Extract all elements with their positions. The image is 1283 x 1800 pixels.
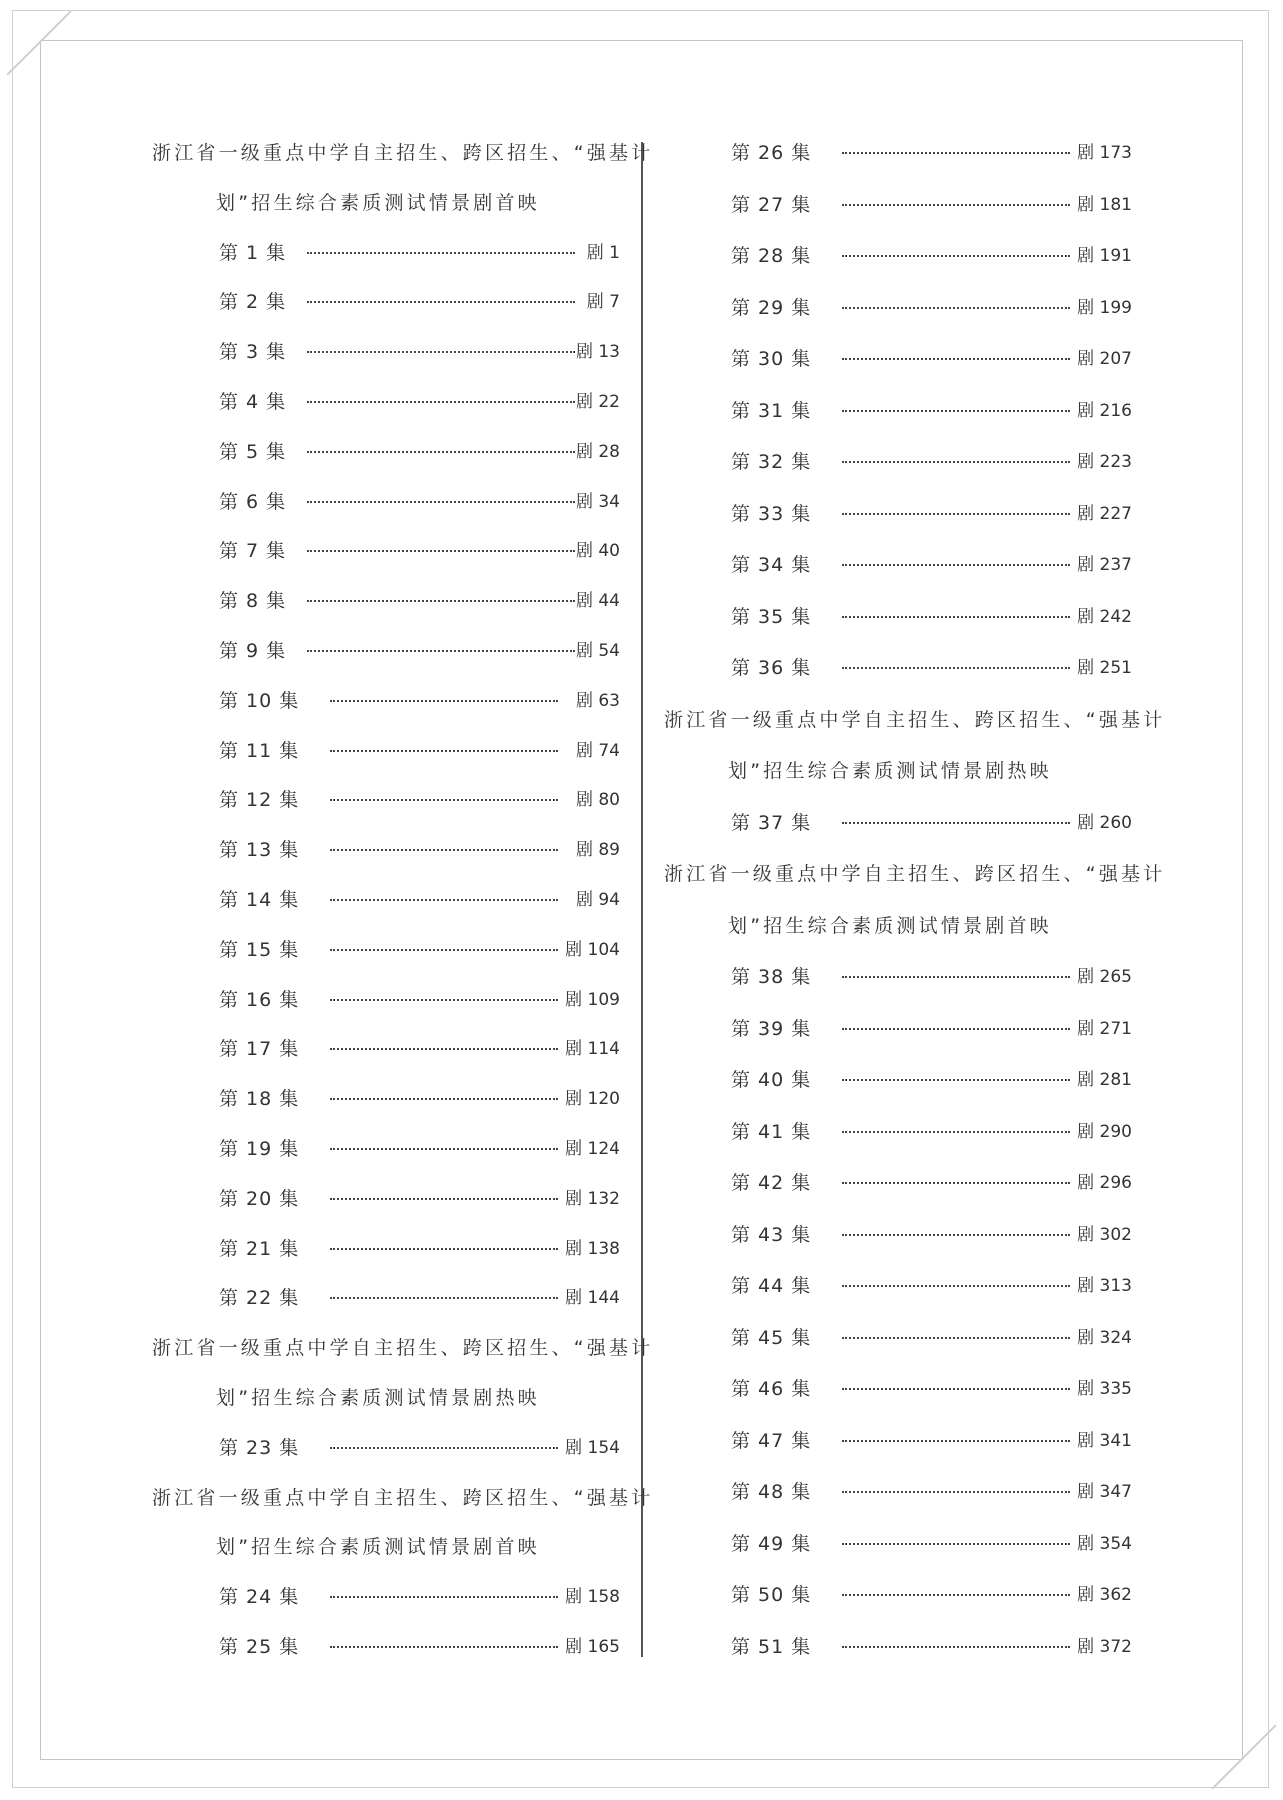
leader-dots [330,799,558,801]
leader-dots [330,1248,558,1250]
episode-label: 第 37 集 [731,811,812,834]
toc-entry[interactable] [219,885,620,915]
leader-dots [307,451,575,453]
page-number: 剧 63 [575,690,620,711]
page-number: 剧 335 [1077,1379,1132,1399]
toc-entry[interactable] [731,499,1132,529]
section-heading-line1: 浙江省一级重点中学自主招生、跨区招生、“强基计 [152,1337,654,1360]
leader-dots [842,410,1070,412]
episode-label: 第 7 集 [219,540,287,563]
page-number: 剧 362 [1077,1585,1132,1605]
toc-entry[interactable] [731,962,1132,992]
leader-dots [307,401,575,403]
leader-dots [842,1131,1070,1133]
episode-label: 第 43 集 [731,1223,812,1246]
page-number: 剧 227 [1077,503,1132,524]
toc-entry[interactable] [219,387,620,417]
page-number: 剧 22 [575,392,620,412]
page-number: 剧 271 [1077,1018,1132,1039]
episode-label: 第 8 集 [219,590,287,613]
leader-dots [330,999,558,1001]
toc-entry[interactable] [731,1529,1132,1559]
toc-entry[interactable] [731,1014,1132,1044]
episode-label: 第 32 集 [731,451,812,473]
section-heading-line2: 划”招生综合素质测试情景剧首映 [728,914,1052,937]
episode-label: 第 19 集 [219,1138,300,1160]
episode-label: 第 50 集 [731,1584,812,1606]
page-number: 剧 260 [1077,812,1132,833]
leader-dots [842,564,1070,566]
page-number: 剧 44 [575,591,620,612]
leader-dots [330,1447,558,1449]
toc-entry[interactable] [731,1580,1132,1610]
episode-label: 第 14 集 [219,889,300,911]
episode-label: 第 38 集 [731,966,812,988]
toc-entry[interactable] [219,1034,620,1064]
page-number: 剧 372 [1077,1636,1132,1657]
episode-label: 第 1 集 [219,241,287,264]
leader-dots [307,252,575,254]
episode-label: 第 11 集 [219,739,300,762]
episode-label: 第 42 集 [731,1172,812,1194]
episode-label: 第 3 集 [219,341,287,364]
page-number: 剧 144 [565,1288,620,1309]
leader-dots [330,750,558,752]
page-number: 剧 207 [1077,349,1132,369]
episode-label: 第 13 集 [219,839,300,862]
page-number: 剧 13 [575,342,620,363]
leader-dots [842,616,1070,618]
leader-dots [842,255,1070,257]
page-number: 剧 199 [1077,297,1132,318]
leader-dots [330,700,558,702]
page-number: 剧 216 [1077,400,1132,421]
page-number: 剧 165 [565,1637,620,1657]
leader-dots [330,899,558,901]
leader-dots [842,1543,1070,1545]
episode-label: 第 21 集 [219,1237,300,1260]
toc-entry[interactable] [219,287,620,317]
leader-dots [330,1148,558,1150]
episode-label: 第 6 集 [219,490,287,513]
episode-label: 第 16 集 [219,988,300,1011]
section-heading-line2: 划”招生综合素质测试情景剧热映 [216,1387,540,1409]
episode-label: 第 2 集 [219,291,287,314]
toc-entry[interactable] [731,1477,1132,1507]
leader-dots [842,1337,1070,1339]
episode-label: 第 35 集 [731,605,812,628]
toc-entry[interactable] [731,1168,1132,1198]
toc-entry[interactable] [219,636,620,666]
page-number: 剧 354 [1077,1533,1132,1554]
leader-dots [842,307,1070,309]
toc-entry[interactable] [219,1632,620,1662]
page-number: 剧 173 [1077,143,1132,163]
toc-entry[interactable] [219,985,620,1015]
episode-label: 第 47 集 [731,1429,812,1452]
leader-dots [842,1491,1070,1493]
page-number: 剧 324 [1077,1327,1132,1348]
toc-entry[interactable] [219,536,620,566]
leader-dots [842,1646,1070,1648]
leader-dots [842,1440,1070,1442]
episode-label: 第 12 集 [219,789,300,812]
episode-label: 第 45 集 [731,1326,812,1349]
section-heading-line1: 浙江省一级重点中学自主招生、跨区招生、“强基计 [664,863,1166,885]
episode-label: 第 10 集 [219,689,300,712]
episode-label: 第 33 集 [731,502,812,525]
leader-dots [842,1182,1070,1184]
page-number: 剧 94 [575,890,620,910]
episode-label: 第 15 集 [219,938,300,961]
page-number: 剧 181 [1077,194,1132,215]
section-heading-line2: 划”招生综合素质测试情景剧首映 [216,1536,540,1559]
leader-dots [842,204,1070,206]
page-number: 剧 251 [1077,658,1132,678]
episode-label: 第 9 集 [219,640,287,662]
page-number: 剧 313 [1077,1276,1132,1296]
column-divider [641,142,643,1657]
episode-label: 第 46 集 [731,1378,812,1400]
page-number: 剧 341 [1077,1430,1132,1451]
page-number: 剧 7 [586,292,620,313]
page-number: 剧 114 [565,1039,620,1060]
toc-entry[interactable] [219,238,620,268]
leader-dots [842,513,1070,515]
page-number: 剧 80 [575,790,620,811]
episode-label: 第 25 集 [219,1636,300,1658]
page-number: 剧 124 [565,1139,620,1159]
toc-entry[interactable] [731,1374,1132,1404]
toc-entry[interactable] [731,138,1132,168]
episode-label: 第 4 集 [219,391,287,413]
toc-entry[interactable] [731,447,1132,477]
episode-label: 第 51 集 [731,1635,812,1658]
episode-label: 第 40 集 [731,1069,812,1091]
leader-dots [842,461,1070,463]
page-number: 剧 89 [575,840,620,861]
toc-entry[interactable] [219,437,620,467]
toc-entry[interactable] [731,602,1132,632]
page-number: 剧 34 [575,491,620,512]
page-number: 剧 104 [565,939,620,960]
toc-entry[interactable] [219,1134,620,1164]
leader-dots [330,1198,558,1200]
toc-entry[interactable] [731,293,1132,323]
leader-dots [307,650,575,652]
episode-label: 第 17 集 [219,1038,300,1061]
episode-label: 第 41 集 [731,1120,812,1143]
leader-dots [307,301,575,303]
toc-entry[interactable] [731,550,1132,580]
leader-dots [842,1594,1070,1596]
toc-entry[interactable] [731,241,1132,271]
episode-label: 第 39 集 [731,1017,812,1040]
episode-label: 第 30 集 [731,348,812,370]
page-number: 剧 28 [575,441,620,462]
toc-entry[interactable] [731,1632,1132,1662]
toc-entry[interactable] [219,1433,620,1463]
page-number: 剧 223 [1077,452,1132,472]
episode-label: 第 44 集 [731,1275,812,1297]
episode-label: 第 27 集 [731,193,812,216]
leader-dots [330,1596,558,1598]
toc-entry[interactable] [731,1271,1132,1301]
page-number: 剧 74 [575,740,620,761]
page-number: 剧 281 [1077,1070,1132,1090]
toc-entry[interactable] [731,1220,1132,1250]
page-number: 剧 290 [1077,1121,1132,1142]
episode-label: 第 18 集 [219,1088,300,1111]
leader-dots [330,949,558,951]
episode-label: 第 5 集 [219,440,287,463]
page-number: 剧 40 [575,541,620,562]
toc-entry[interactable] [219,835,620,865]
leader-dots [307,351,575,353]
page-number: 剧 265 [1077,967,1132,987]
page-number: 剧 120 [565,1089,620,1110]
page-number: 剧 347 [1077,1482,1132,1502]
leader-dots [842,1388,1070,1390]
toc-entry[interactable] [219,1084,620,1114]
leader-dots [330,1646,558,1648]
page-number: 剧 54 [575,641,620,661]
episode-label: 第 28 集 [731,245,812,267]
toc-entry[interactable] [219,487,620,517]
toc-entry[interactable] [731,1117,1132,1147]
toc-entry[interactable] [219,586,620,616]
episode-label: 第 23 集 [219,1436,300,1459]
leader-dots [330,849,558,851]
page-number: 剧 158 [565,1587,620,1608]
episode-label: 第 24 集 [219,1586,300,1609]
toc-entry[interactable] [219,686,620,716]
leader-dots [842,822,1070,824]
toc-entry[interactable] [731,808,1132,838]
toc-entry[interactable] [731,1426,1132,1456]
page-number: 剧 132 [565,1188,620,1209]
leader-dots [842,1028,1070,1030]
episode-label: 第 20 集 [219,1187,300,1210]
leader-dots [330,1297,558,1299]
leader-dots [842,358,1070,360]
toc-entry[interactable] [219,1283,620,1313]
toc-entry[interactable] [219,1184,620,1214]
toc-entry[interactable] [219,785,620,815]
leader-dots [307,501,575,503]
episode-label: 第 36 集 [731,657,812,679]
toc-entry[interactable] [219,935,620,965]
page-number: 剧 109 [565,989,620,1010]
page-number: 剧 237 [1077,555,1132,575]
toc-entry[interactable] [219,337,620,367]
episode-label: 第 34 集 [731,554,812,576]
episode-label: 第 31 集 [731,399,812,422]
leader-dots [842,976,1070,978]
toc-entry[interactable] [731,344,1132,374]
toc-entry[interactable] [731,190,1132,220]
episode-label: 第 49 集 [731,1532,812,1555]
episode-label: 第 48 集 [731,1481,812,1503]
page-number: 剧 242 [1077,606,1132,627]
leader-dots [842,152,1070,154]
page-number: 剧 154 [565,1437,620,1458]
page-number: 剧 296 [1077,1173,1132,1193]
page-number: 剧 138 [565,1238,620,1259]
leader-dots [842,1234,1070,1236]
toc-entry[interactable] [731,396,1132,426]
toc-entry[interactable] [731,1065,1132,1095]
leader-dots [842,1285,1070,1287]
section-heading-line2: 划”招生综合素质测试情景剧首映 [216,191,540,214]
section-heading-line1: 浙江省一级重点中学自主招生、跨区招生、“强基计 [152,142,654,164]
section-heading-line1: 浙江省一级重点中学自主招生、跨区招生、“强基计 [664,708,1166,731]
toc-entry[interactable] [219,736,620,766]
leader-dots [330,1048,558,1050]
leader-dots [330,1098,558,1100]
episode-label: 第 26 集 [731,142,812,164]
toc-entry[interactable] [731,1323,1132,1353]
page-number: 剧 302 [1077,1224,1132,1245]
leader-dots [842,1079,1070,1081]
episode-label: 第 22 集 [219,1287,300,1310]
section-heading-line1: 浙江省一级重点中学自主招生、跨区招生、“强基计 [152,1486,654,1509]
page-number: 剧 191 [1077,246,1132,266]
toc-entry[interactable] [731,653,1132,683]
leader-dots [307,550,575,552]
section-heading-line2: 划”招生综合素质测试情景剧热映 [728,760,1052,782]
leader-dots [307,600,575,602]
episode-label: 第 29 集 [731,296,812,319]
toc-entry[interactable] [219,1234,620,1264]
leader-dots [842,667,1070,669]
toc-entry[interactable] [219,1582,620,1612]
page-number: 剧 1 [586,242,620,263]
